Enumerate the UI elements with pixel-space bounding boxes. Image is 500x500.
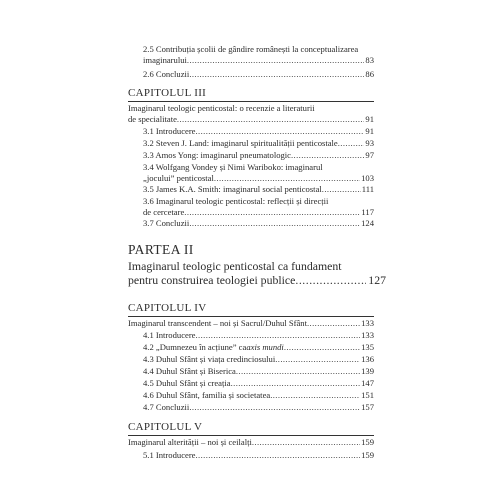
leader-dots [214,173,360,184]
toc-entry-text: de cercetare [143,207,185,217]
toc-entry-text: 3.5 James K.A. Smith: imaginarul social penticostal [143,184,322,194]
toc-entry-text: 3.6 Imaginarul teologic penticostal: reflecții și direcții [143,196,329,206]
toc-entry-4-6[interactable] [143,390,374,401]
page-number: 133 [361,330,374,340]
toc-entry-4-5[interactable] [143,378,374,389]
leader-dots [177,114,364,125]
toc-entry-3-6[interactable] [143,196,374,218]
page-number: 147 [361,378,374,388]
toc-entry-3-4[interactable] [143,162,374,184]
leader-dots [231,378,361,389]
chapter-5-heading: CAPITOLUL V [128,421,374,436]
leader-dots [196,126,365,137]
toc-entry-text: 4.3 Duhul Sfânt și viața credinciosului [143,354,276,364]
toc-entry-3-5[interactable] [143,184,374,195]
toc-entry-text: 3.4 Wolfgang Vondey și Nimi Wariboko: imaginarul [143,162,323,172]
toc-entry-text: Imaginarul teologic penticostal: o recenzie a literaturii [128,103,315,113]
page-number: 111 [361,184,374,194]
page-number: 97 [365,150,374,160]
toc-entry-text: Imaginarul teologic penticostal ca fundament [128,259,342,273]
leader-dots [184,207,360,218]
page-number: 159 [361,437,374,447]
toc-entry-4-2[interactable] [143,342,374,353]
toc-entry-4-1[interactable] [143,330,374,341]
chapter-4-heading: CAPITOLUL IV [128,302,374,317]
page-number: 135 [361,342,374,352]
toc-entry-text: 3.7 Concluzii [143,218,190,228]
leader-dots [295,273,366,287]
toc-entry-part-2[interactable] [128,259,386,287]
toc-entry-text: 5.1 Introducere [143,450,196,460]
toc-entry-2-6[interactable] [143,69,374,80]
leader-dots [275,354,360,365]
toc-entry-text: 4.4 Duhul Sfânt și Biserica [143,366,236,376]
toc-entry-chapter-3[interactable] [128,103,374,125]
page-number: 133 [361,318,374,328]
toc-entry-4-4[interactable] [143,366,374,377]
toc-entry-chapter-5[interactable] [128,437,374,448]
leader-dots [284,342,360,353]
page-number: 127 [368,273,386,287]
leader-dots [196,330,361,341]
toc-entry-3-3[interactable] [143,150,374,161]
leader-dots [189,402,360,413]
leader-dots [322,184,361,195]
page-number: 151 [361,390,374,400]
leader-dots [189,69,364,80]
page-number: 124 [361,218,374,228]
page-number: 136 [361,354,374,364]
toc-entry-text: 3.3 Amos Yong: imaginarul pneumatologic [143,150,291,160]
leader-dots [270,390,360,401]
leader-dots [338,138,365,149]
leader-dots [189,218,360,229]
page-number: 91 [365,126,374,136]
leader-dots [291,150,364,161]
toc-entry-text: 3.2 Steven J. Land: imaginarul spiritualității penticostale [143,138,338,148]
leader-dots [187,55,364,66]
toc-entry-text: imaginarului [143,55,187,65]
toc-entry-text: „jocului” penticostal [143,173,214,183]
toc-entry-3-7[interactable] [143,218,374,229]
toc-entry-5-1[interactable] [143,450,374,461]
toc-entry-text: 2.5 Contribuția școlii de gândire românești la conceptualizarea [143,44,359,54]
toc-entry-3-1[interactable] [143,126,374,137]
toc-entry-text: 4.2 „Dumnezeu în acțiune” ca [143,342,247,352]
page-number: 117 [361,207,374,217]
leader-dots [307,318,360,329]
page-number: 83 [365,55,374,65]
toc-entry-text: 3.1 Introducere [143,126,196,136]
toc-entry-chapter-4[interactable] [128,318,374,329]
toc-entry-text: Imaginarul alterității – noi și ceilalți [128,437,252,447]
toc-entry-text: 4.1 Introducere [143,330,196,340]
page-number: 103 [361,173,374,183]
page-number: 91 [365,114,374,124]
toc-entry-text: pentru construirea teologiei publice [128,273,296,287]
toc-entry-text: 4.5 Duhul Sfânt și creația [143,378,231,388]
page-number: 159 [361,450,374,460]
leader-dots [252,437,360,448]
toc-entry-text: 2.6 Concluzii [143,69,190,79]
page-number: 93 [365,138,374,148]
page-number: 86 [365,69,374,79]
page-number: 157 [361,402,374,412]
chapter-3-heading: CAPITOLUL III [128,87,374,102]
toc-entry-text: de specialitate [128,114,177,124]
leader-dots [196,450,361,461]
toc-entry-4-7[interactable] [143,402,374,413]
page-number: 139 [361,366,374,376]
toc-entry-text: Imaginarul transcendent – noi și Sacrul/Duhul Sfânt [128,318,307,328]
toc-entry-4-3[interactable] [143,354,374,365]
leader-dots [236,366,360,377]
toc-entry-2-5[interactable] [143,44,374,66]
toc-entry-text: 4.6 Duhul Sfânt, familia și societatea [143,390,271,400]
toc-entry-3-2[interactable] [143,138,374,149]
part-2-heading: PARTEA II [128,242,194,257]
toc-entry-text: 4.7 Concluzii [143,402,190,412]
toc-entry-text-italic: axis mundi [246,342,284,352]
